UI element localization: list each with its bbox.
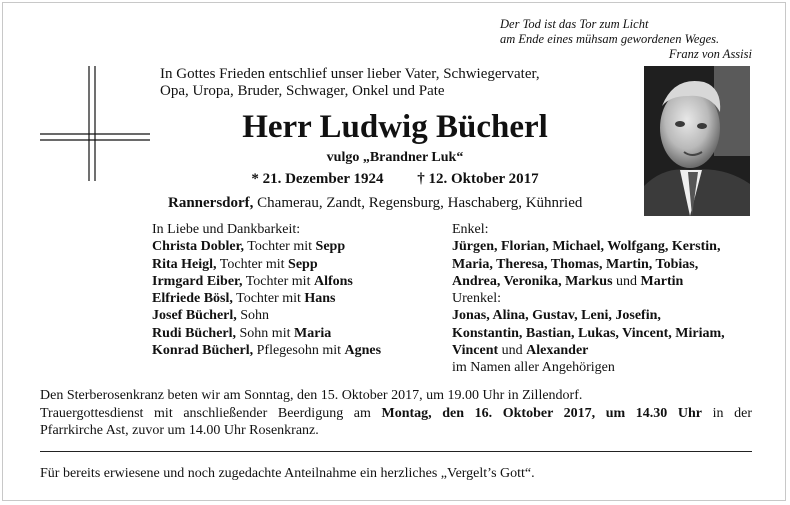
mourner-partner: Alfons (313, 273, 353, 289)
mourner-entry (152, 273, 442, 290)
funeral-date: Montag, den 16. Oktober 2017, um 14.30 Uhr (381, 405, 703, 421)
mourner-name: Irmgard Eiber, (152, 273, 243, 289)
mourner-name: Christa Dobler, (152, 239, 245, 255)
grandchildren-line (452, 273, 752, 290)
grandchildren-names: Andrea, Veronika, Markus (452, 273, 613, 289)
thanks-line: Für bereits erwiesene und noch zugedachte Anteilnahme ein herzliches „Vergelt’s Gott“. (40, 466, 535, 481)
grandchildren-column (452, 221, 752, 377)
mourners-heading: In Liebe und Dankbarkeit: (152, 222, 301, 237)
mourner-relation: Sohn mit (236, 325, 294, 341)
mourner-entry (152, 238, 442, 255)
grandchildren-heading: Enkel: (452, 222, 489, 237)
cross-icon (40, 66, 150, 181)
mourner-relation: Tochter mit (244, 239, 316, 255)
grandchildren-names: Martin (640, 273, 684, 289)
mourner-name: Josef Bücherl, (152, 308, 237, 324)
quote-line: am Ende eines mühsam gewordenen Weges. (500, 32, 720, 46)
other-places: Chamerau, Zandt, Regensburg, Haschaberg, Kühnried (253, 195, 583, 211)
service-info (40, 387, 752, 440)
great-grandchildren-heading: Urenkel: (452, 291, 501, 307)
divider (40, 451, 752, 452)
mourner-name: Elfriede Bösl, (152, 291, 233, 307)
deceased-name: Herr Ludwig Bücherl (242, 109, 548, 145)
mourner-entry (152, 290, 442, 307)
quote-author: Franz von Assisi (668, 47, 752, 61)
mourner-partner: Maria (293, 325, 332, 341)
mourner-relation: Sohn (236, 308, 270, 324)
intro-line: Opa, Uropa, Bruder, Schwager, Onkel und Pate (160, 83, 445, 99)
quote-line: Der Tod ist das Tor zum Licht (500, 17, 649, 31)
conjunction: und (498, 343, 527, 359)
funeral-line (40, 405, 752, 423)
grandchildren-line (452, 256, 752, 273)
conjunction: und (612, 273, 641, 289)
mourner-relation: Tochter mit (216, 256, 289, 272)
portrait-photo (644, 66, 750, 216)
mourner-name: Konrad Bücherl, (152, 343, 254, 359)
home-place: Rannersdorf, (168, 195, 254, 211)
birth-date: * 21. Dezember 1924 (251, 171, 384, 187)
life-dates (160, 171, 630, 188)
deceased-nickname: vulgo „Brandner Luk“ (326, 150, 464, 165)
places-line (168, 195, 638, 212)
closing-line: im Namen aller Angehörigen (452, 360, 615, 376)
portrait-image (644, 66, 750, 216)
quote-block (500, 17, 752, 62)
mourners-column (152, 221, 442, 359)
mourner-partner: Agnes (344, 343, 382, 359)
grandchildren-names: Jürgen, Florian, Michael, Wolfgang, Kerstin, (452, 239, 721, 255)
grandchildren-names: Maria, Theresa, Thomas, Martin, Tobias, (452, 256, 699, 272)
great-grandchildren-names: Jonas, Alina, Gustav, Leni, Josefin, (452, 308, 661, 324)
funeral-text: Trauergottesdienst mit anschließender Beerdigung am (40, 405, 382, 421)
great-grandchildren-line (452, 342, 752, 359)
intro-line: In Gottes Frieden entschlief unser lieber Vater, Schwiegervater, (160, 66, 540, 82)
mourner-relation: Pflegesohn mit (253, 343, 345, 359)
mourner-name: Rita Heigl, (152, 256, 217, 272)
church-line: Pfarrkirche Ast, zuvor um 14.00 Uhr Rosenkranz. (40, 423, 319, 438)
mourner-relation: Tochter mit (242, 273, 314, 289)
grandchildren-line (452, 238, 752, 255)
mourner-relation: Tochter mit (232, 291, 305, 307)
mourner-name: Rudi Bücherl, (152, 325, 237, 341)
mourner-entry (152, 342, 442, 359)
rosary-line: Den Sterberosenkranz beten wir am Sonntag, den 15. Oktober 2017, um 19.00 Uhr in Zillendorf. (40, 388, 583, 403)
mourner-entry (152, 325, 442, 342)
great-grandchildren-names: Vincent (452, 343, 499, 359)
mourner-partner: Sepp (288, 256, 318, 272)
great-grandchildren-line (452, 325, 752, 342)
mourner-partner: Sepp (315, 239, 346, 255)
mourner-entry (152, 307, 442, 324)
great-grandchildren-names: Alexander (526, 343, 589, 359)
funeral-text-end: in der (702, 405, 752, 421)
great-grandchildren-names: Konstantin, Bastian, Lukas, Vincent, Miriam, (452, 325, 725, 341)
death-date: † 12. Oktober 2017 (417, 171, 539, 187)
mourner-entry (152, 256, 442, 273)
intro-text (160, 66, 640, 100)
mourner-partner: Hans (304, 291, 336, 307)
great-grandchildren-line (452, 307, 752, 324)
